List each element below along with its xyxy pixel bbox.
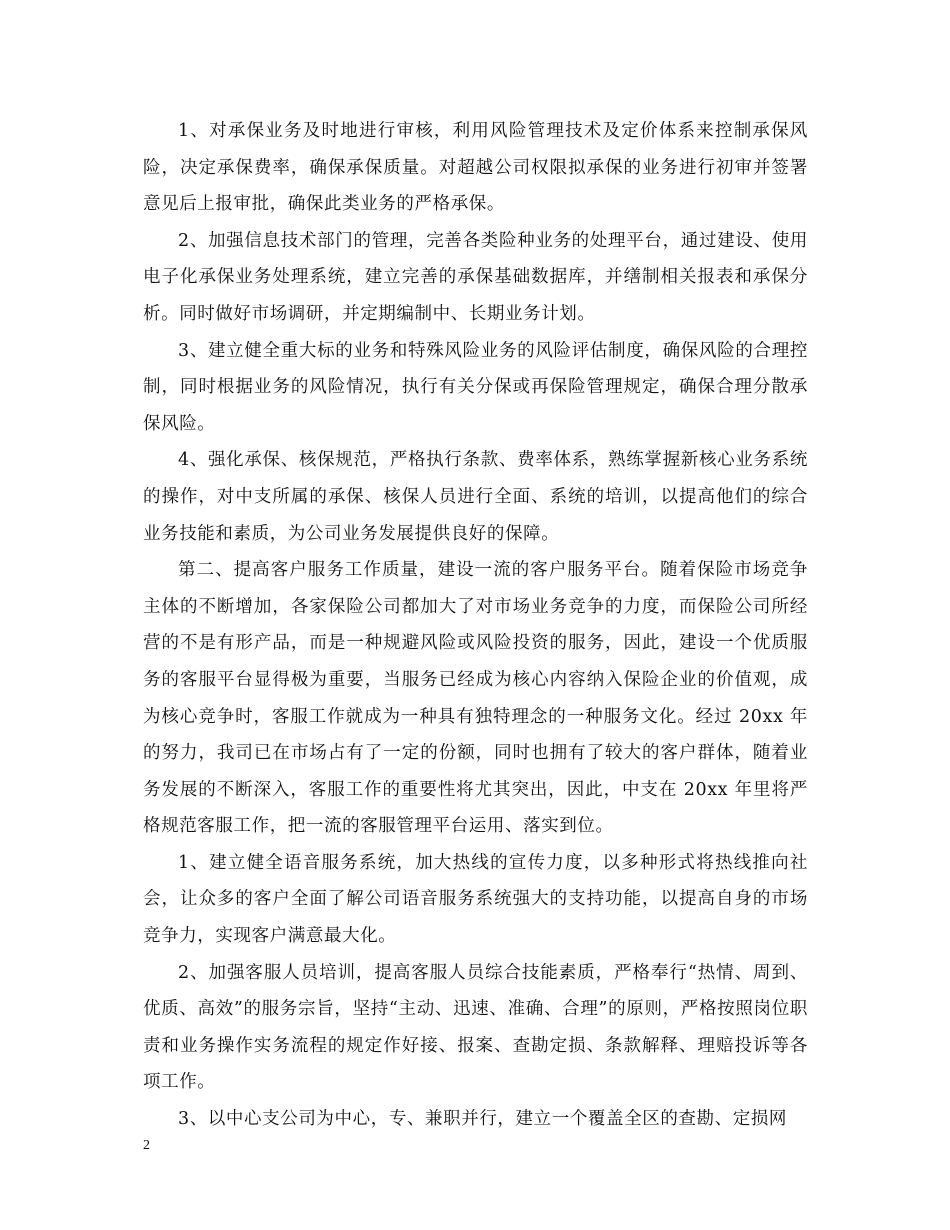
paragraph-staff-training: 2、加强客服人员培训，提高客服人员综合技能素质，严格奉行“热情、周到、优质、高效”的服务宗旨，坚持“主动、迅速、准确、合理”的原则，严格按照岗位职责和业务操作实务流程的规定作好接、报案、查勘定损、条款解释、理赔投诉等各项工作。 — [143, 962, 808, 1093]
page-number: 2 — [143, 1138, 150, 1153]
paragraph-customer-service-quality: 第二、提高客户服务工作质量，建设一流的客户服务平台。随着保险市场竞争主体的不断增加，各家保险公司都加大了对市场业务竞争的力度，而保险公司所经营的不是有形产品，而是一种规避风险或风险投资的服务，因此，建设一个优质服务的客服平台显得极为重要，当服务已经成为核心内容纳入保险企业的价值观，成为核心竞争时，客服工作就成为一种具有独特理念的一种服务文化。经过 20xx 年的努力，我司已在市场占有了一定的份额，同时也拥有了较大的客户群体，随着业务发展的不断深入，客服工作的重要性将尤其突出，因此，中支在 20xx 年里将严格规范客服工作，把一流的客服管理平台运用、落实到位。 — [143, 560, 808, 837]
document-body — [143, 113, 808, 1138]
paragraph-risk-assessment: 3、建立健全重大标的业务和特殊风险业务的风险评估制度，确保风险的合理控制，同时根据业务的风险情况，执行有关分保或再保险管理规定，确保合理分散承保风险。 — [143, 340, 808, 434]
paragraph-underwriting-review: 1、对承保业务及时地进行审核，利用风险管理技术及定价体系来控制承保风险，决定承保费率，确保承保质量。对超越公司权限拟承保的业务进行初审并签署意见后上报审批，确保此类业务的严格承保。 — [143, 121, 808, 215]
paragraph-it-management: 2、加强信息技术部门的管理，完善各类险种业务的处理平台，通过建设、使用电子化承保业务处理系统，建立完善的承保基础数据库，并缮制相关报表和承保分析。同时做好市场调研，并定期编制中、长期业务计划。 — [143, 230, 808, 324]
paragraph-voice-service-system: 1、建立健全语音服务系统，加大热线的宣传力度，以多种形式将热线推向社会，让众多的客户全面了解公司语音服务系统强大的支持功能，以提高自身的市场竞争力，实现客户满意最大化。 — [143, 852, 808, 947]
paragraph-survey-network: 3、以中心支公司为中心，专、兼职并行，建立一个覆盖全区的查勘、定损网 — [178, 1109, 788, 1130]
paragraph-underwriting-standards: 4、强化承保、核保规范，严格执行条款、费率体系，熟练掌握新核心业务系统的操作，对中支所属的承保、核保人员进行全面、系统的培训，以提高他们的综合业务技能和素质，为公司业务发展提供良好的保障。 — [143, 450, 808, 544]
